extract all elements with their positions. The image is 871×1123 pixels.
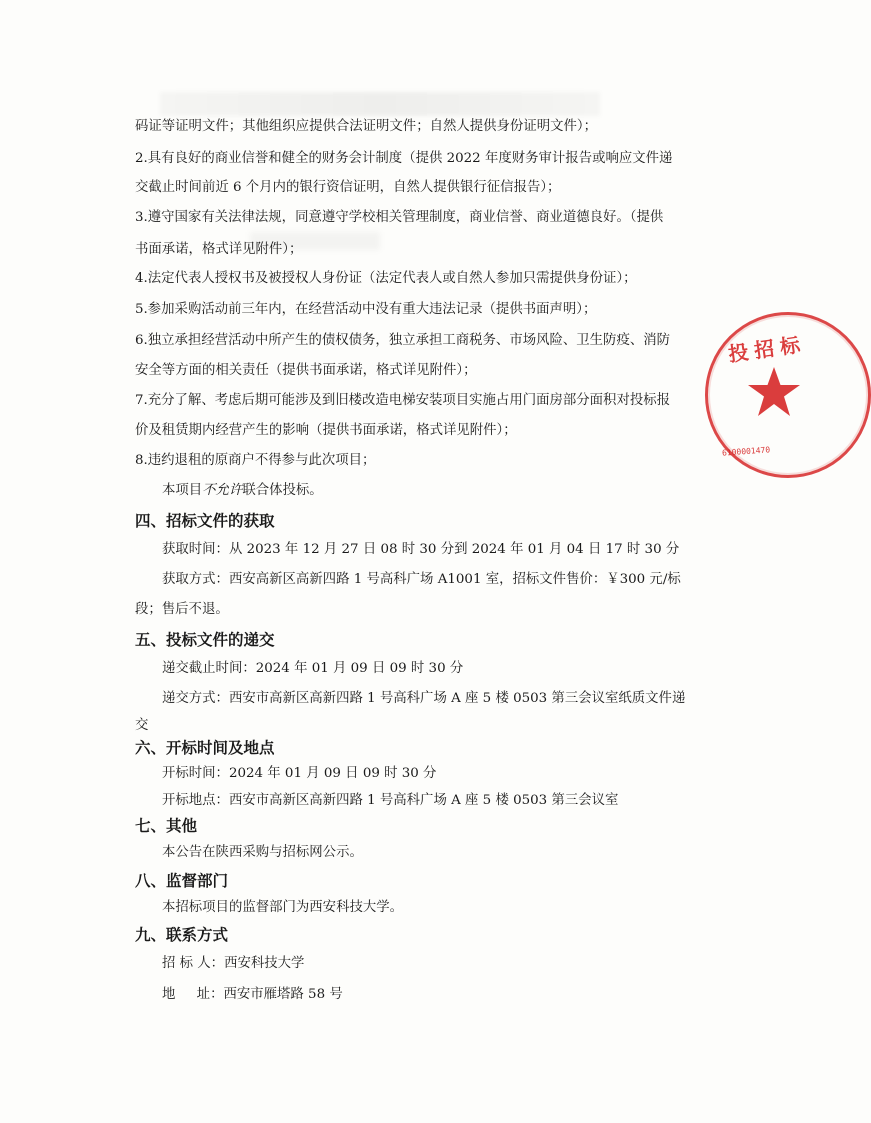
section-heading: 八、监督部门 [135,871,229,890]
section-paragraph: 开标地点：西安市高新区高新四路 1 号高科广场 A 座 5 楼 0503 第三会议室 [162,793,619,808]
consortium-note-suffix: 联合体投标。 [242,483,323,498]
section-paragraph: 递交截止时间：2024 年 01 月 09 日 09 时 30 分 [162,661,464,676]
requirement-line: 4.法定代表人授权书及被授权人身份证（法定代表人或自然人参加只需提供身份证）； [135,271,637,286]
requirement-line: 码证等证明文件；其他组织应提供合法证明文件；自然人提供身份证明文件）； [135,119,597,134]
requirement-line: 交截止时间前近 6 个月内的银行资信证明，自然人提供银行征信报告）； [135,180,561,195]
seal-star-icon [746,365,802,419]
seal-code: 6100001470 [721,445,771,458]
section-paragraph: 本招标项目的监督部门为西安科技大学。 [162,900,404,915]
requirement-line: 5.参加采购活动前三年内，在经营活动中没有重大违法记录（提供书面声明）； [135,302,597,317]
section-heading: 四、招标文件的获取 [135,511,275,530]
requirement-line: 7.充分了解、考虑后期可能涉及到旧楼改造电梯安装项目实施占用门面房部分面积对投标报 [135,393,671,408]
section-paragraph: 递交方式：西安市高新区高新四路 1 号高科广场 A 座 5 楼 0503 第三会议室纸质文件递 [162,691,686,706]
section-paragraph: 获取时间：从 2023 年 12 月 27 日 08 时 30 分到 2024 年 01 月 04 日 17 时 30 分 [162,542,680,557]
consortium-note-emphasis: 不允许 [202,483,243,498]
bleed-through-shadow [160,92,600,116]
section-paragraph: 交 [135,718,149,733]
section-paragraph: 段；售后不退。 [135,602,229,617]
contact-line: 地 址：西安市雁塔路 58 号 [162,987,343,1002]
section-paragraph: 获取方式：西安高新区高新四路 1 号高科广场 A1001 室，招标文件售价：￥300 元/标 [162,572,681,587]
section-heading: 七、其他 [135,816,198,835]
requirement-line: 书面承诺，格式详见附件）； [135,242,303,257]
section-heading: 五、投标文件的递交 [135,630,275,649]
requirement-line: 6.独立承担经营活动中所产生的债权债务，独立承担工商税务、市场风险、卫生防疫、消防 [135,333,671,348]
consortium-note-prefix: 本项目 [162,483,203,498]
section-paragraph: 开标时间：2024 年 01 月 09 日 09 时 30 分 [162,766,437,781]
consortium-note [162,482,323,500]
section-heading: 六、开标时间及地点 [135,738,275,757]
contact-line: 招 标 人：西安科技大学 [162,956,305,971]
requirement-line: 安全等方面的相关责任（提供书面承诺，格式详见附件）； [135,363,477,378]
section-heading: 九、联系方式 [135,925,229,944]
requirement-line: 3.遵守国家有关法律法规，同意遵守学校相关管理制度，商业信誉、商业道德良好。（提供 [135,210,664,225]
requirement-line: 价及租赁期内经营产生的影响（提供书面承诺，格式详见附件）； [135,423,517,438]
seal-text: 投招标 [726,331,808,367]
requirement-line: 8.违约退租的原商户不得参与此次项目； [135,453,376,468]
section-paragraph: 本公告在陕西采购与招标网公示。 [162,845,363,860]
requirement-line: 2.具有良好的商业信誉和健全的财务会计制度（提供 2022 年度财务审计报告或响应文件递 [135,151,673,166]
official-seal [705,312,871,478]
